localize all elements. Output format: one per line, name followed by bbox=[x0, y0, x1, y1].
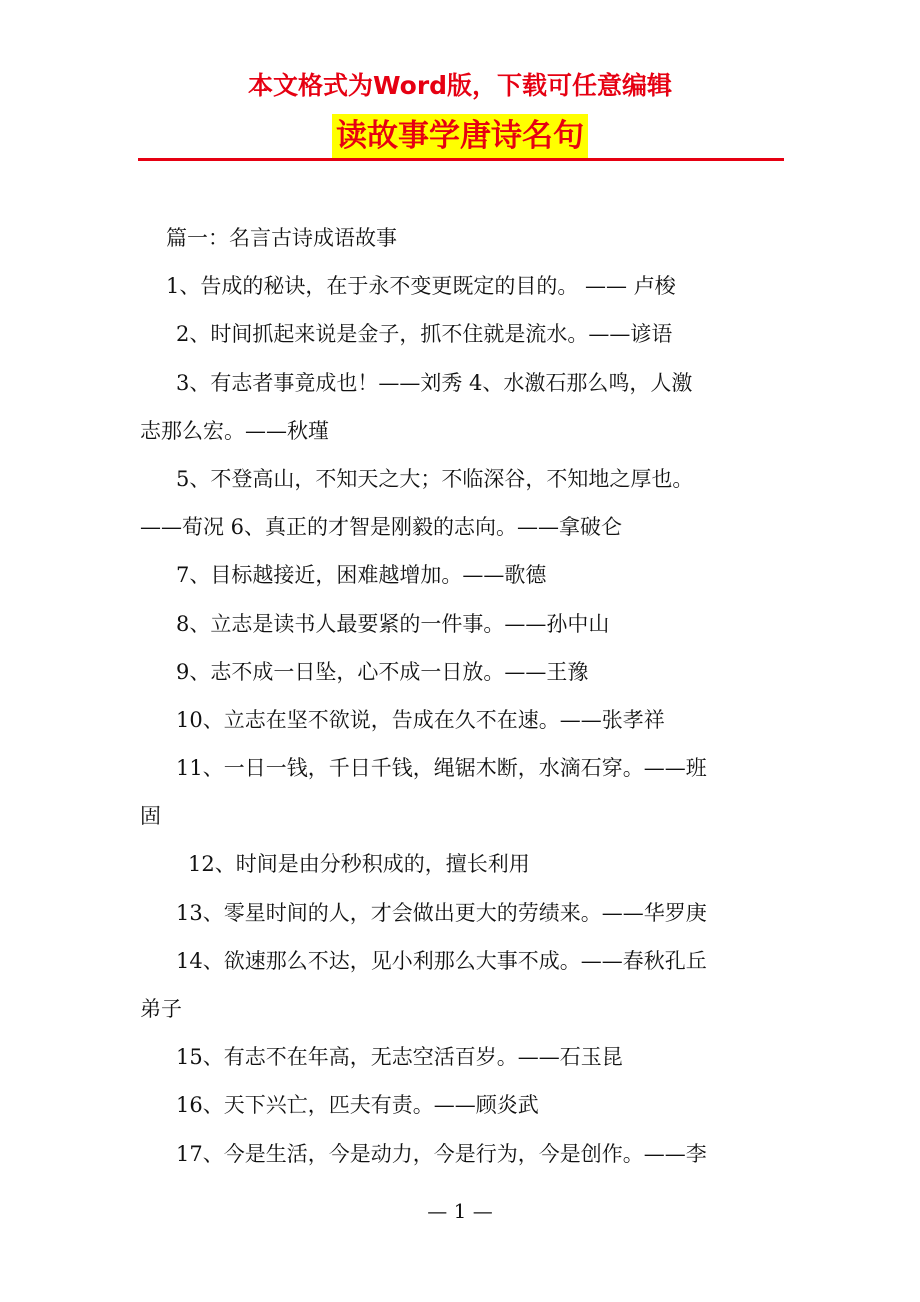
document-body bbox=[140, 214, 790, 1178]
text-line: 14、欲速那么不达，见小利那么大事不成。——春秋孔丘 bbox=[176, 948, 707, 973]
text-line: 2、时间抓起来说是金子，抓不住就是流水。——谚语 bbox=[176, 322, 673, 347]
text-line: 17、今是生活，今是动力，今是行为，今是创作。——李 bbox=[176, 1141, 707, 1166]
text-line: 篇一：名言古诗成语故事 bbox=[166, 226, 397, 250]
text-line: ——荀况 6、真正的才智是刚毅的志向。——拿破仑 bbox=[140, 515, 623, 540]
text-line: 11、一日一钱，千日千钱，绳锯木断，水滴石穿。——班 bbox=[176, 756, 707, 781]
text-line: 固 bbox=[140, 804, 161, 829]
title-divider bbox=[138, 158, 784, 161]
text-line: 12、时间是由分秒积成的，擅长利用 bbox=[188, 852, 530, 877]
text-line: 15、有志不在年高，无志空活百岁。——石玉昆 bbox=[176, 1045, 623, 1070]
text-line: 16、天下兴亡，匹夫有责。——顾炎武 bbox=[176, 1093, 539, 1118]
text-line: 13、零星时间的人，才会做出更大的劳绩来。——华罗庚 bbox=[176, 900, 707, 925]
text-line: 5、不登高山，不知天之大；不临深谷，不知地之厚也。 bbox=[176, 466, 694, 491]
text-line: 志那么宏。——秋瑾 bbox=[140, 418, 329, 443]
format-notice: 本文格式为Word版，下载可任意编辑 bbox=[247, 71, 673, 100]
text-line: 10、立志在坚不欲说，告成在久不在速。——张孝祥 bbox=[176, 707, 665, 732]
text-line: 7、目标越接近，困难越增加。——歌德 bbox=[176, 563, 547, 588]
title-container bbox=[0, 114, 920, 158]
text-line: 3、有志者事竟成也！——刘秀 4、水激石那么鸣，人激 bbox=[176, 370, 693, 395]
text-line: 9、志不成一日坠，心不成一日放。——王豫 bbox=[176, 659, 589, 684]
text-line: 弟子 bbox=[140, 997, 182, 1021]
text-line: 1、告成的秘诀，在于永不变更既定的目的。 —— 卢梭 bbox=[166, 274, 676, 299]
document-title: 读故事学唐诗名句 bbox=[332, 114, 588, 158]
page-number: — 1 — bbox=[427, 1199, 493, 1223]
text-line: 8、立志是读书人最要紧的一件事。——孙中山 bbox=[176, 611, 610, 636]
